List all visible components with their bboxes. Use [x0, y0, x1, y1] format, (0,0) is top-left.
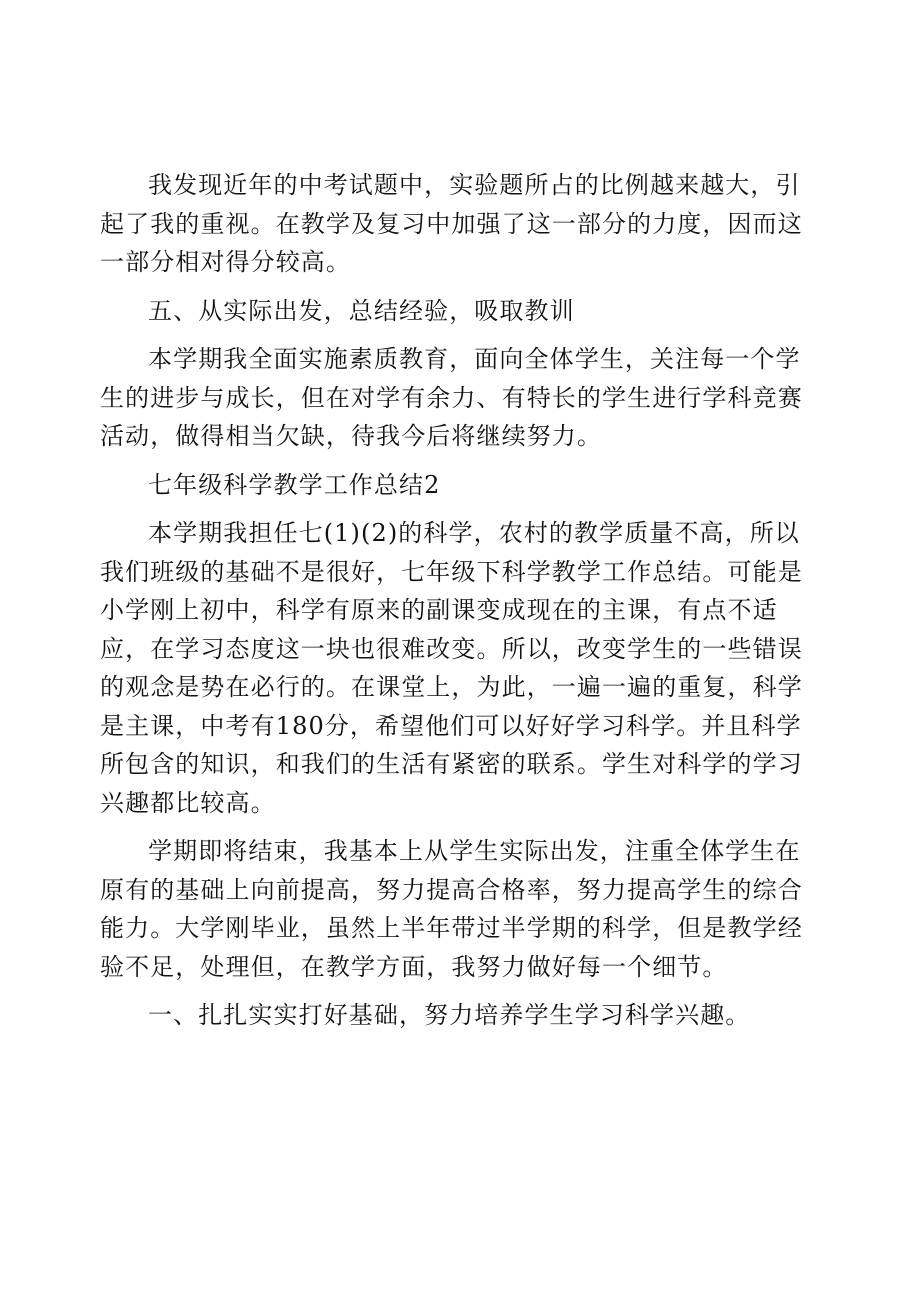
paragraph-experiment-questions: 我发现近年的中考试题中，实验题所占的比例越来越大，引起了我的重视。在教学及复习中加强了这一部分的力度，因而这一部分相对得分较高。: [100, 171, 803, 276]
document-subtitle-summary-2: 七年级科学教学工作总结2: [148, 470, 441, 499]
document-body: [100, 166, 824, 1045]
section-heading-five: 五、从实际出发，总结经验，吸取教训: [148, 296, 575, 325]
section-heading-one: 一、扎扎实实打好基础，努力培养学生学习科学兴趣。: [148, 1001, 751, 1029]
paragraph-semester-end: 学期即将结束，我基本上从学生实际出发，注重全体学生在原有的基础上向前提高，努力提高合格率，努力提高学生的综合能力。大学刚毕业，虽然上半年带过半学期的科学，但是教学经验不足，处理但，在教学方面，我努力做好每一个细节。: [100, 837, 803, 981]
paragraph-quality-education: 本学期我全面实施素质教育，面向全体学生，关注每一个学生的进步与成长，但在对学有余力、有特长的学生进行学科竞赛活动，做得相当欠缺，待我今后将继续努力。: [100, 345, 803, 450]
paragraph-class-background: 本学期我担任七(1)(2)的科学，农村的教学质量不高，所以我们班级的基础不是很好，七年级下科学教学工作总结。可能是小学刚上初中，科学有原来的副课变成现在的主课，有点不适应，在学习态度这一块也很难改变。所以，改变学生的一些错误的观念是势在必行的。在课堂上，为此，一遍一遍的重复，科学是主课，中考有180分，希望他们可以好好学习科学。并且科学所包含的知识，和我们的生活有紧密的联系。学生对科学的学习兴趣都比较高。: [100, 519, 803, 817]
